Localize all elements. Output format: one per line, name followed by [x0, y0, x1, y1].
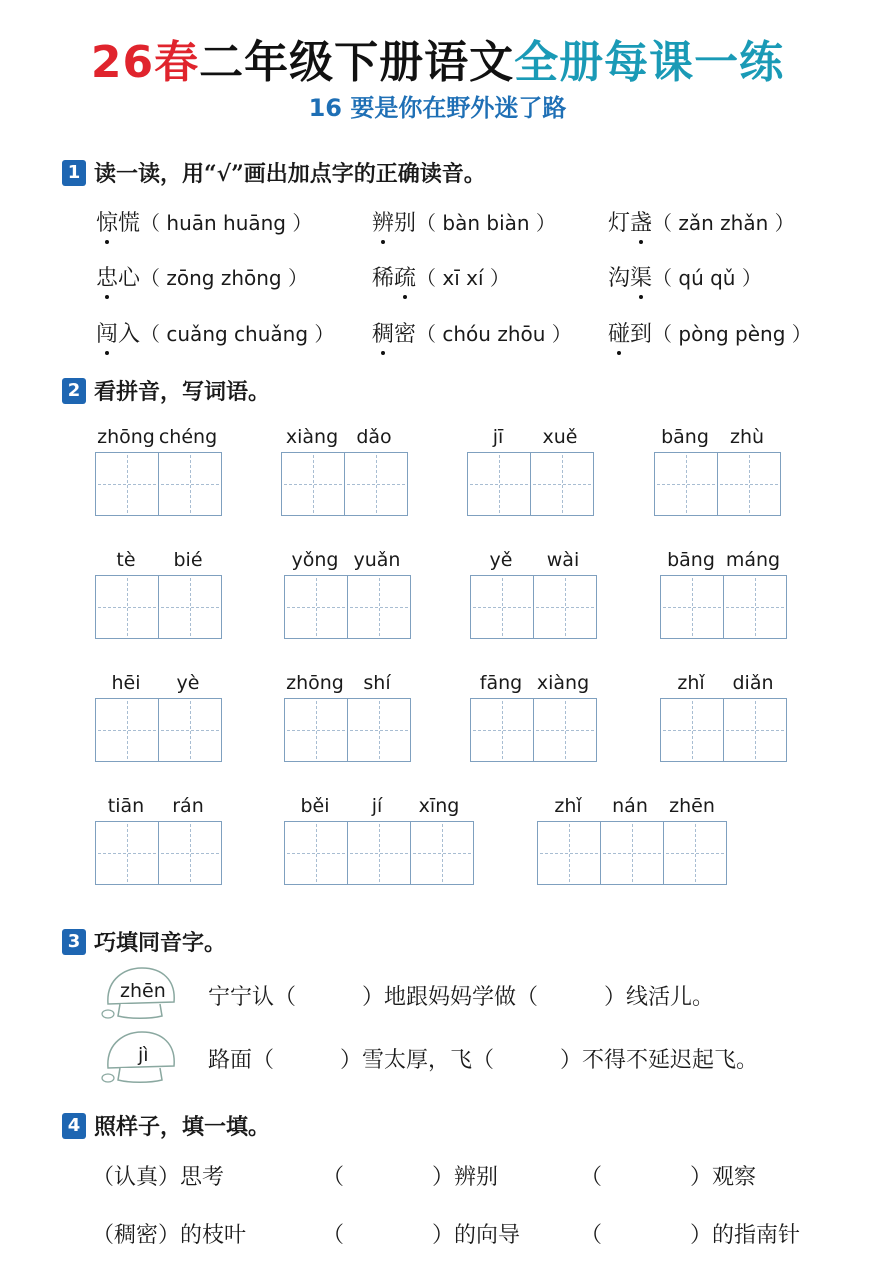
word-char: 渠 [630, 261, 652, 292]
pinyin-choices[interactable]: （ xī xí ） [416, 266, 510, 290]
grid-pinyin: bāng [667, 549, 715, 571]
tianzige-boxes [660, 575, 787, 639]
tianzige-cell[interactable] [654, 452, 718, 516]
word-char: 碰 [608, 317, 630, 348]
tianzige-cell[interactable] [470, 575, 534, 639]
tianzige-boxes [95, 698, 222, 762]
tianzige-cell[interactable] [467, 452, 531, 516]
worksheet-title [0, 26, 875, 90]
grid-pinyin: jí [371, 795, 383, 817]
word-char: 惊 [96, 206, 118, 237]
tianzige-boxes [470, 698, 597, 762]
mushroom-bubble-2 [100, 1028, 180, 1088]
tianzige-cell[interactable] [95, 575, 159, 639]
tianzige-cell[interactable] [660, 575, 724, 639]
grid-pinyin: běi [300, 795, 330, 817]
pinyin-choices[interactable]: （ bàn biàn ） [416, 211, 556, 235]
lesson-title: 16 要是你在野外迷了路 [308, 94, 567, 122]
tianzige-cell[interactable] [470, 698, 534, 762]
tianzige-cell[interactable] [533, 698, 597, 762]
section-3-badge: 3 [62, 929, 86, 955]
tianzige-cell[interactable] [281, 452, 345, 516]
pinyin-choices[interactable]: （ pòng pèng ） [652, 322, 812, 346]
grid-pinyin: zhōng [97, 426, 155, 448]
section-1-heading [62, 157, 486, 188]
tianzige-cell[interactable] [537, 821, 601, 885]
pattern-example-2: （稠密）的枝叶 [92, 1223, 247, 1248]
grid-pinyin: bāng [661, 426, 709, 448]
tianzige-cell[interactable] [663, 821, 727, 885]
grid-pinyin: zhōng [286, 672, 344, 694]
grid-pinyin: xuě [542, 426, 578, 448]
homophone-sentence-2: 路面（ ）雪太厚，飞（ ）不得不延迟起飞。 [208, 1048, 759, 1073]
tianzige-cell[interactable] [347, 575, 411, 639]
tianzige-cell[interactable] [660, 698, 724, 762]
grid-pinyin: yǒng [291, 549, 339, 571]
tianzige-cell[interactable] [95, 698, 159, 762]
grid-pinyin: zhǐ [677, 672, 705, 694]
pattern-blank-2: （ ）观察 [580, 1165, 757, 1190]
title-semester: 26春 [90, 37, 200, 88]
pattern-blank-4: （ ）的指南针 [580, 1223, 801, 1248]
bubble-pinyin-1: zhēn [120, 980, 166, 1002]
pronunciation-item [608, 206, 795, 237]
grid-pinyin: yě [489, 549, 513, 571]
word-char: 忠 [96, 261, 118, 292]
tianzige-cell[interactable] [600, 821, 664, 885]
mushroom-bubble-1 [100, 964, 180, 1024]
tianzige-cell[interactable] [717, 452, 781, 516]
tianzige-cell[interactable] [158, 452, 222, 516]
word-char: 闯 [96, 317, 118, 348]
word-char: 盏 [630, 206, 652, 237]
tianzige-boxes [95, 452, 222, 516]
grid-pinyin: bié [173, 549, 203, 571]
grid-pinyin: diǎn [732, 672, 774, 694]
tianzige-boxes [537, 821, 727, 885]
word-char: 稠 [372, 317, 394, 348]
pinyin-choices[interactable]: （ qú qǔ ） [652, 266, 762, 290]
pinyin-choices[interactable]: （ cuǎng chuǎng ） [140, 322, 335, 346]
pronunciation-item [96, 261, 308, 292]
grid-pinyin: tiān [107, 795, 145, 817]
pronunciation-item [372, 206, 556, 237]
grid-pinyin: hēi [111, 672, 141, 694]
pinyin-choices[interactable]: （ chóu zhōu ） [416, 322, 572, 346]
pattern-blank-1: （ ）辨别 [322, 1165, 499, 1190]
tianzige-boxes [284, 821, 474, 885]
pinyin-choices[interactable]: （ zōng zhōng ） [140, 266, 308, 290]
tianzige-boxes [284, 575, 411, 639]
grid-pinyin: wài [546, 549, 580, 571]
bubble-pinyin-2: jì [138, 1044, 149, 1066]
tianzige-boxes [95, 575, 222, 639]
word-char: 别 [394, 211, 417, 236]
section-3-heading [62, 926, 226, 957]
tianzige-cell[interactable] [158, 698, 222, 762]
grid-pinyin: yuǎn [353, 549, 401, 571]
grid-pinyin: nán [612, 795, 648, 817]
grid-pinyin: zhēn [669, 795, 715, 817]
word-char: 入 [118, 322, 141, 347]
section-4-heading [62, 1110, 270, 1141]
pinyin-choices[interactable]: （ zǎn zhǎn ） [652, 211, 795, 235]
grid-pinyin: yè [176, 672, 200, 694]
tianzige-cell[interactable] [95, 821, 159, 885]
grid-pinyin: máng [725, 549, 781, 571]
pronunciation-item [608, 317, 812, 348]
section-4-instruction: 照样子，填一填。 [94, 1114, 271, 1140]
tianzige-boxes [281, 452, 408, 516]
word-char: 密 [394, 322, 417, 347]
tianzige-cell[interactable] [723, 698, 787, 762]
tianzige-cell[interactable] [533, 575, 597, 639]
tianzige-cell[interactable] [158, 575, 222, 639]
word-char: 沟 [608, 266, 631, 291]
pinyin-choices[interactable]: （ huān huāng ） [140, 211, 313, 235]
tianzige-boxes [284, 698, 411, 762]
tianzige-cell[interactable] [284, 575, 348, 639]
pronunciation-item [96, 206, 312, 237]
grid-pinyin: fāng [479, 672, 523, 694]
tianzige-boxes [660, 698, 787, 762]
tianzige-cell[interactable] [410, 821, 474, 885]
word-char: 心 [118, 266, 141, 291]
word-char: 稀 [372, 266, 395, 291]
tianzige-cell[interactable] [530, 452, 594, 516]
tianzige-cell[interactable] [347, 698, 411, 762]
tianzige-cell[interactable] [284, 821, 348, 885]
tianzige-cell[interactable] [347, 821, 411, 885]
grid-pinyin: xiàng [285, 426, 339, 448]
section-3-instruction: 巧填同音字。 [94, 930, 227, 956]
tianzige-cell[interactable] [95, 452, 159, 516]
pattern-blank-3: （ ）的向导 [322, 1223, 521, 1248]
grid-pinyin: dǎo [356, 426, 392, 448]
grid-pinyin: zhù [729, 426, 765, 448]
section-2-instruction: 看拼音，写词语。 [94, 379, 271, 405]
section-4-badge: 4 [62, 1113, 86, 1139]
pronunciation-item [372, 261, 510, 292]
section-1-badge: 1 [62, 160, 86, 186]
pronunciation-item [608, 261, 762, 292]
grid-pinyin: rán [172, 795, 204, 817]
section-2-heading [62, 375, 270, 406]
pronunciation-item [372, 317, 572, 348]
grid-pinyin: xīng [418, 795, 460, 817]
title-grade: 二年级下册语文 [199, 37, 515, 88]
section-2-badge: 2 [62, 378, 86, 404]
tianzige-cell[interactable] [344, 452, 408, 516]
tianzige-cell[interactable] [158, 821, 222, 885]
section-1-instruction: 读一读，用“√”画出加点字的正确读音。 [94, 161, 486, 187]
title-series: 全册每课一练 [514, 37, 785, 88]
word-char: 到 [630, 322, 653, 347]
grid-pinyin: zhǐ [554, 795, 582, 817]
grid-pinyin: shí [363, 672, 391, 694]
tianzige-boxes [654, 452, 781, 516]
tianzige-boxes [467, 452, 594, 516]
tianzige-boxes [95, 821, 222, 885]
tianzige-boxes [470, 575, 597, 639]
pattern-example-1: （认真）思考 [92, 1165, 225, 1190]
word-char: 灯 [608, 211, 631, 236]
word-char: 慌 [118, 211, 141, 236]
grid-pinyin: xiàng [536, 672, 590, 694]
grid-pinyin: chéng [158, 426, 218, 448]
grid-pinyin: jī [492, 426, 504, 448]
grid-pinyin: tè [116, 549, 136, 571]
pronunciation-item [96, 317, 334, 348]
word-char: 疏 [394, 261, 416, 292]
tianzige-cell[interactable] [284, 698, 348, 762]
word-char: 辨 [372, 206, 394, 237]
tianzige-cell[interactable] [723, 575, 787, 639]
homophone-sentence-1: 宁宁认（ ）地跟妈妈学做（ ）线活儿。 [208, 985, 715, 1010]
